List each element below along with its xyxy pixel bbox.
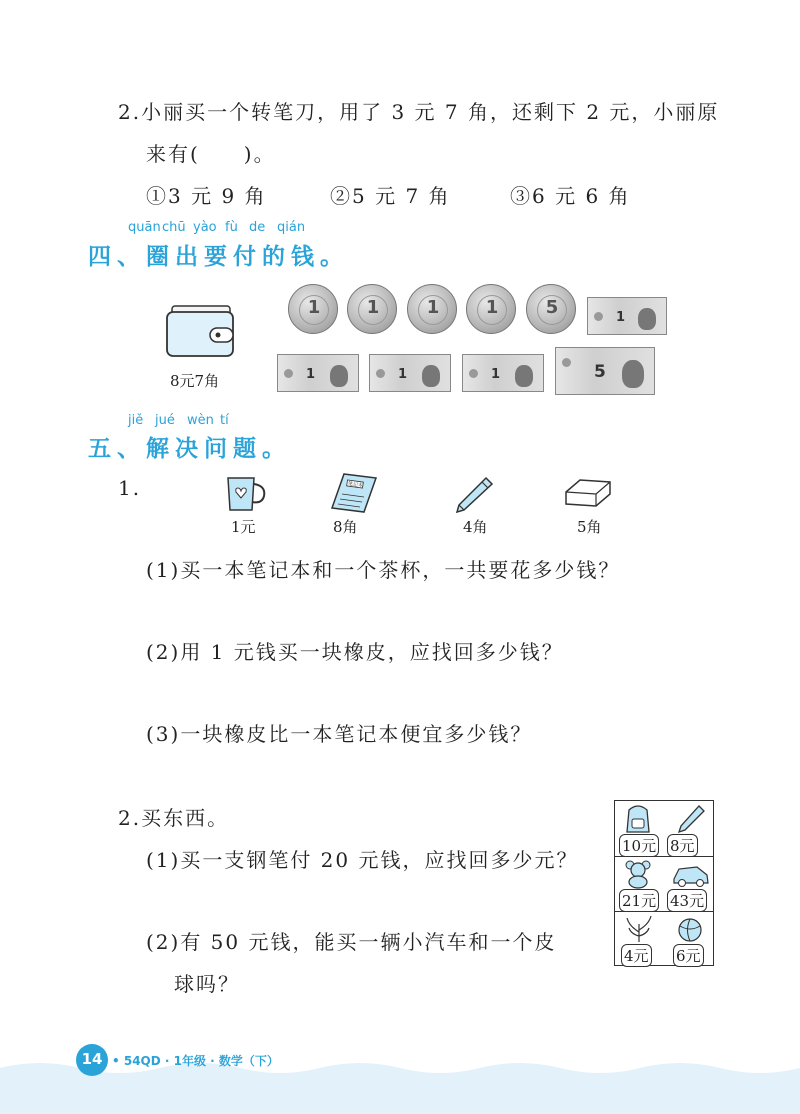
eraser-icon	[562, 476, 614, 510]
pinyin: fù	[225, 220, 238, 235]
coin-value: 5	[545, 297, 559, 318]
section4-pinyin	[128, 220, 328, 236]
pinyin: chū	[162, 220, 186, 235]
plant-icon	[623, 914, 655, 944]
pinyin: tí	[220, 413, 229, 428]
question-2-sub1: (1)买一支钢笔付 20 元钱，应找回多少元？	[146, 848, 579, 872]
pencil-icon	[454, 474, 496, 514]
pinyin: jiě	[128, 413, 144, 428]
banknote-1-yuan[interactable]	[369, 354, 451, 392]
plant-price: 4元	[621, 944, 652, 967]
footer-text: • 54QD · 1年级 · 数学（下）	[112, 1054, 279, 1068]
teddy-bear-icon	[621, 859, 655, 889]
pinyin: qián	[277, 220, 306, 235]
note-value: 1	[616, 310, 626, 325]
option-2: ②5 元 7 角	[330, 184, 451, 208]
banknote-1-yuan[interactable]	[277, 354, 359, 392]
wallet-amount: 8元7角	[170, 372, 220, 390]
prev-question-line1: 2.小丽买一个转笔刀，用了 3 元 7 角，还剩下 2 元，小丽原	[118, 100, 720, 124]
ball-icon	[675, 915, 705, 943]
notebook-text: 笔记本	[347, 481, 364, 490]
question-1-sub3: (3)一块橡皮比一本笔记本便宜多少钱？	[146, 722, 533, 746]
section4-title: 四、圈出要付的钱。	[88, 244, 349, 270]
pen-icon	[675, 804, 707, 834]
ball-price: 6元	[673, 944, 704, 967]
cup-icon	[224, 474, 268, 514]
question-1-number: 1.	[118, 476, 142, 500]
notebook-icon	[330, 472, 378, 514]
option-3: ③6 元 6 角	[510, 184, 631, 208]
coin-1-yuan[interactable]	[347, 284, 397, 334]
wallet-icon	[164, 304, 236, 360]
pinyin: quān	[128, 220, 161, 235]
option-1: ①3 元 9 角	[146, 184, 267, 208]
coin-1-yuan[interactable]	[466, 284, 516, 334]
note-value: 1	[398, 367, 408, 382]
price-grid	[614, 800, 714, 966]
question-1-sub1: (1)买一本笔记本和一个茶杯，一共要花多少钱？	[146, 558, 621, 582]
toy-car-icon	[671, 861, 711, 889]
cup-price: 1元	[231, 518, 256, 536]
coin-value: 1	[426, 297, 440, 318]
page-number: 14	[81, 1050, 103, 1068]
coin-value: 1	[366, 297, 380, 318]
section5-pinyin	[128, 413, 288, 429]
pen-price: 8元	[667, 834, 698, 857]
toy-car-price: 43元	[667, 889, 707, 912]
pinyin: de	[249, 220, 266, 235]
coin-5-jiao[interactable]	[526, 284, 576, 334]
eraser-price: 5角	[577, 518, 602, 536]
question-2-title: 2.买东西。	[118, 806, 230, 830]
question-2-sub2-line1: (2)有 50 元钱，能买一辆小汽车和一个皮	[146, 930, 557, 954]
question-2-sub2-line2: 球吗？	[174, 972, 240, 996]
coin-value: 1	[485, 297, 499, 318]
coin-value: 1	[307, 297, 321, 318]
banknote-1-yuan[interactable]	[587, 297, 667, 335]
note-value: 1	[491, 367, 501, 382]
note-value: 1	[306, 367, 316, 382]
pinyin: wèn	[187, 413, 214, 428]
banknote-1-yuan[interactable]	[462, 354, 544, 392]
notebook-price: 8角	[333, 518, 358, 536]
coin-1-yuan[interactable]	[288, 284, 338, 334]
pinyin: yào	[193, 220, 217, 235]
banknote-5-yuan[interactable]	[555, 347, 655, 395]
question-1-sub2: (2)用 1 元钱买一块橡皮，应找回多少钱？	[146, 640, 564, 664]
pencil-price: 4角	[463, 518, 488, 536]
teddy-bear-price: 21元	[619, 889, 659, 912]
section5-title: 五、解决问题。	[88, 436, 291, 462]
prev-question-line2: 来有( )。	[146, 142, 276, 166]
page-number-badge	[76, 1044, 108, 1076]
coin-1-yuan[interactable]	[407, 284, 457, 334]
note-value: 5	[594, 362, 606, 382]
backpack-icon	[621, 804, 655, 834]
pinyin: jué	[155, 413, 175, 428]
backpack-price: 10元	[619, 834, 659, 857]
